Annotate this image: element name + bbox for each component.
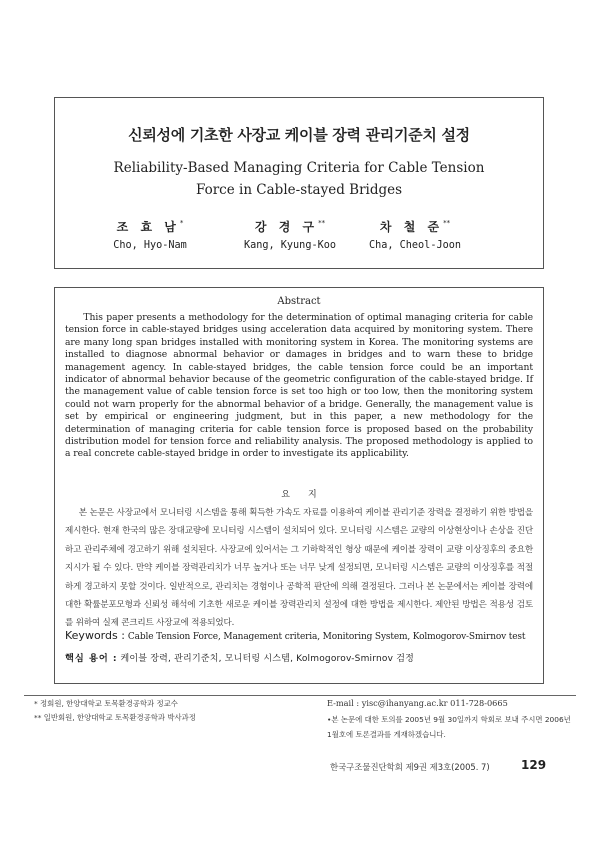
- author-3-english-name: Cha, Cheol-Joon: [368, 240, 461, 251]
- keywords-english-label: Keywords :: [65, 629, 125, 642]
- keywords-english: [65, 629, 535, 642]
- journal-citation: 한국구조물진단학회 제9권 제3호(2005. 7): [330, 762, 490, 772]
- title-box: [54, 97, 544, 269]
- keywords-english-value: Cable Tension Force, Management criteria, Monitoring System, Kolmogorov-Smirnov test: [127, 632, 526, 642]
- keywords-korean-value: 케이블 장력, 관리기준치, 모니터링 시스템, Kolmogorov-Smirnov 검정: [120, 654, 414, 664]
- keywords-korean: [65, 650, 535, 664]
- author-3: [345, 98, 485, 251]
- footnote-discussion: •본 논문에 대한 토의를 2005년 9월 30일까지 학회로 보내 주시면 2006년 1월호에 토론결과를 게재하겠습니다.: [327, 715, 571, 739]
- english-title-line-1: Reliability-Based Managing Criteria for Cable Tension: [113, 160, 485, 176]
- author-2-korean-name: 강 경 구: [254, 220, 319, 234]
- author-3-mark: **: [443, 219, 451, 227]
- footnote-email: E-mail : yisc@ihanyang.ac.kr 011-728-0665: [327, 698, 508, 708]
- korean-title: 신뢰성에 기초한 사장교 케이블 장력 관리기준치 설정: [128, 126, 470, 144]
- keywords-korean-label: 핵심 용어 :: [65, 653, 118, 664]
- page-number: 129: [521, 758, 547, 772]
- author-3-korean-name: 차 철 준: [379, 220, 444, 234]
- author-1-korean-name: 조 효 남: [116, 220, 180, 234]
- author-1: [80, 98, 220, 251]
- footnote-divider: [24, 695, 576, 696]
- footnote-author-2-3: ** 일반회원, 한양대학교 토목환경공학과 박사과정: [34, 713, 196, 722]
- author-2-mark: **: [318, 219, 326, 227]
- english-title-line-2: Force in Cable-stayed Bridges: [195, 182, 403, 198]
- yoji-text: 본 논문은 사장교에서 모니터링 시스템을 통해 획득한 가속도 자료를 이용하여 케이블 관리기준 장력을 결정하기 위한 방법을 제시한다. 현재 한국의 많은 장대교량에 모니터링 시스템이 설치되어 있다. 모니터링 시스템은 교량의 이상현상이나 손상을 진단하고 관리주체에 경고하기 위해 설치된다. 사장교에 있어서는 그 기하학적인 형상 때문에 케이블 장력이 교량 이상징후의 중요한 지시가 될 수 있다. 만약 케이블 장력관리치가 너무 높거나 또는 너무 낮게 설정되면, 모니터링 시스템은 교량의 이상징후를 적절하게 경고하지 못할 것이다. 일반적으로, 관리치는 경험이나 공학적 판단에 의해 결정된다. 그러나 본 논문에서는 케이블 장력에 대한 확률분포모형과 신뢰성 해석에 기초한 새로운 케이블 장력관리치 설정에 대한 방법을 제시한다. 제안된 방법은 적용성 검토를 위하여 실제 콘크리트 사장교에 적용되었다.: [65, 508, 533, 629]
- abstract-text: This paper presents a methodology for the determination of optimal managing criteria for cable tension force in cable-stayed bridges using acceleration data acquired by monitoring system. There are many long span bridges installed with monitoring system in Korea. The monitoring systems are installed to diagnose abnormal behavior or damages in bridges and to warn these to bridge management agency. In cable-stayed bridges, the cable tension force could be an important indicator of abnormal behavior because of the geometric configuration of the cable-stayed bridge. If the management value of cable tension force is set too high or too low, then the monitoring system could not warn properly for the abnormal behavior of a bridge. Generally, the management value is set by empirical or engineering judgment, but in this paper, a new methodology for the determination of managing criteria for cable tension force is proposed based on the probability distribution model for tension force and reliability analysis. The proposed methodology is applied to a real concrete cable-stayed bridge in order to investigate its applicability.: [65, 312, 533, 460]
- author-2-english-name: Kang, Kyung-Koo: [243, 240, 336, 251]
- author-1-mark: *: [179, 219, 184, 227]
- yoji-heading: 요지: [281, 490, 335, 500]
- abstract-heading: Abstract: [277, 296, 321, 307]
- author-1-english-name: Cho, Hyo-Nam: [113, 240, 187, 251]
- abstract-box: [54, 287, 544, 684]
- footnote-author-1: * 정회원, 한양대학교 토목환경공학과 정교수: [34, 699, 178, 708]
